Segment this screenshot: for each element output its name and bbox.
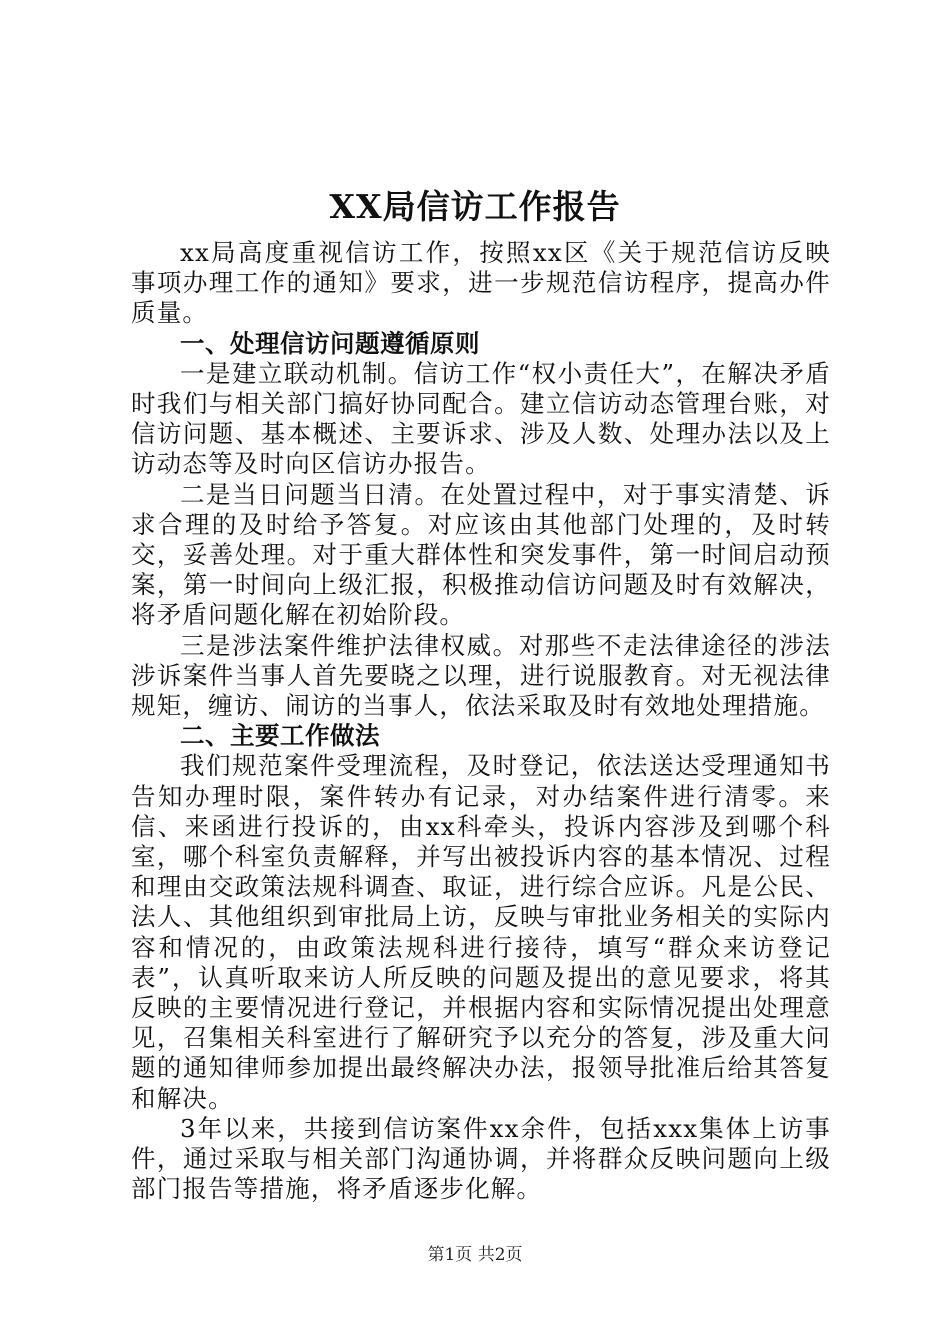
document-title: XX局信访工作报告 (329, 187, 621, 226)
section-heading-principles: 一、处理信访问题遵循原则 (180, 328, 480, 358)
paragraph-legal-authority: 三是涉法案件维护法律权威。对那些不走法律途径的涉法涉诉案件当事人首先要晓之以理，进行说服教育。对无视法律规矩，缠访、闹访的当事人，依法采取及时有效地处理措施。 (131, 630, 831, 721)
paragraph-summary-stats: 3年以来，共接到信访案件xx余件，包括xxx集体上访事件，通过采取与相关部门沟通协调，并将群众反映问题向上级部门报告等措施，将矛盾逐步化解。 (131, 1113, 831, 1204)
document-body (131, 238, 831, 1205)
paragraph-same-day-resolution: 二是当日问题当日清。在处置过程中，对于事实清楚、诉求合理的及时给予答复。对应该由其他部门处理的，及时转交，妥善处理。对于重大群体性和突发事件，第一时间启动预案，第一时间向上级汇报，积极推动信访问题及时有效解决，将矛盾问题化解在初始阶段。 (131, 479, 831, 630)
page-number-footer: 第1页 共2页 (427, 1245, 523, 1265)
section-heading-main-practices: 二、主要工作做法 (180, 721, 380, 751)
intro-paragraph: xx局高度重视信访工作，按照xx区《关于规范信访反映事项办理工作的通知》要求，进一步规范信访程序，提高办件质量。 (131, 238, 831, 328)
paragraph-linkage-mechanism: 一是建立联动机制。信访工作“权小责任大”，在解决矛盾时我们与相关部门搞好协同配合。建立信访动态管理台账，对信访问题、基本概述、主要诉求、涉及人数、处理办法以及上访动态等及时向区信访办报告。 (131, 358, 831, 479)
paragraph-case-process: 我们规范案件受理流程，及时登记，依法送达受理通知书告知办理时限，案件转办有记录，对办结案件进行清零。来信、来函进行投诉的，由xx科牵头，投诉内容涉及到哪个科室，哪个科室负责解释，并写出被投诉内容的基本情况、过程和理由交政策法规科调查、取证，进行综合应诉。凡是公民、法人、其他组织到审批局上访，反映与审批业务相关的实际内容和情况的，由政策法规科进行接待，填写“群众来访登记表”，认真听取来访人所反映的问题及提出的意见要求，将其反映的主要情况进行登记，并根据内容和实际情况提出处理意见，召集相关科室进行了解研究予以充分的答复，涉及重大问题的通知律师参加提出最终解决办法，报领导批准后给其答复和解决。 (131, 751, 831, 1113)
